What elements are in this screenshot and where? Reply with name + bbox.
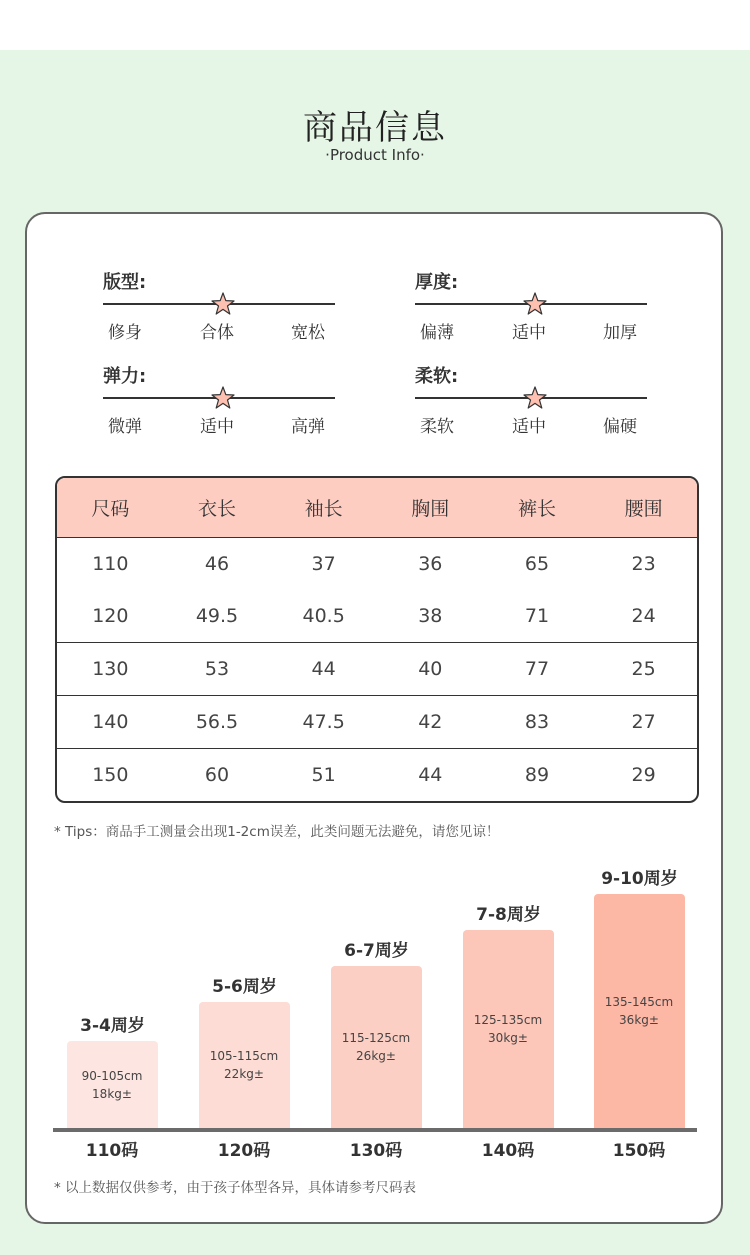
attribute-option: 偏硬 <box>603 417 637 437</box>
page-subtitle: ·Product Info· <box>325 146 425 164</box>
size-guide-age: 5-6周岁 <box>212 977 277 997</box>
table-cell: 38 <box>418 604 443 627</box>
star-marker-icon <box>211 292 235 316</box>
table-row <box>57 538 697 590</box>
attribute-label: 版型: <box>103 272 147 293</box>
table-cell: 40.5 <box>302 604 345 627</box>
table-cell: 29 <box>590 749 697 801</box>
star-marker-icon <box>211 386 235 410</box>
size-guide-size-label: 140码 <box>481 1141 535 1161</box>
table-cell: 46 <box>204 552 230 575</box>
attribute-label: 弹力: <box>103 366 147 387</box>
size-guide-size-label: 110码 <box>85 1141 139 1161</box>
attribute-option: 宽松 <box>291 323 325 343</box>
table-cell: 42 <box>377 695 484 748</box>
star-marker-icon <box>523 292 547 316</box>
table-row <box>57 642 697 695</box>
attribute-option: 适中 <box>512 417 546 437</box>
table-cell: 23 <box>631 552 656 575</box>
table-header-cell: 尺码 <box>57 478 164 538</box>
reference-tip: * 以上数据仅供参考，由于孩子体型各异，具体请参考尺码表 <box>54 1180 417 1196</box>
size-guide-size-label: 120码 <box>217 1141 271 1161</box>
table-cell: 60 <box>164 749 271 801</box>
star-marker-icon <box>523 386 547 410</box>
table-cell: 83 <box>484 695 591 748</box>
attribute-option: 微弹 <box>108 417 142 437</box>
table-cell: 65 <box>524 552 550 575</box>
table-cell: 56.5 <box>164 695 271 748</box>
table-header-row <box>57 478 697 538</box>
table-cell: 49.5 <box>195 604 239 627</box>
table-cell: 24 <box>631 604 656 627</box>
table-cell: 25 <box>590 642 697 695</box>
size-guide-weight: 30kg± <box>488 1031 528 1045</box>
table-cell: 71 <box>524 604 550 627</box>
table-cell: 53 <box>164 642 271 695</box>
table-cell: 44 <box>270 642 377 695</box>
size-guide-age: 3-4周岁 <box>80 1016 145 1036</box>
attribute-option: 适中 <box>200 417 234 437</box>
table-row <box>57 695 697 748</box>
table-cell: 110 <box>92 552 129 575</box>
size-guide-weight: 36kg± <box>619 1013 659 1027</box>
table-cell: 130 <box>57 642 164 695</box>
size-guide-size-label: 130码 <box>349 1141 403 1161</box>
attribute-option: 适中 <box>512 323 546 343</box>
size-guide-age: 7-8周岁 <box>476 905 541 925</box>
size-guide-weight: 26kg± <box>356 1049 396 1063</box>
size-table <box>55 476 699 803</box>
table-cell: 47.5 <box>270 695 377 748</box>
size-guide-age: 6-7周岁 <box>344 941 409 961</box>
table-row <box>57 749 697 801</box>
attribute-option: 合体 <box>200 323 234 343</box>
size-guide-height: 125-135cm <box>473 1013 543 1027</box>
table-cell: 44 <box>377 749 484 801</box>
size-guide-size-label: 150码 <box>612 1141 666 1161</box>
table-cell: 89 <box>484 749 591 801</box>
table-row <box>57 590 697 642</box>
table-header-cell: 胸围 <box>377 478 484 538</box>
size-guide-weight: 22kg± <box>224 1067 264 1081</box>
attribute-option: 柔软 <box>420 417 454 437</box>
size-guide-height: 90-105cm <box>81 1068 143 1083</box>
table-header-cell: 腰围 <box>590 478 697 538</box>
size-guide-height: 115-125cm <box>341 1031 411 1045</box>
attribute-label: 厚度: <box>415 272 459 293</box>
table-cell: 40 <box>377 642 484 695</box>
table-header-cell: 衣长 <box>164 478 271 538</box>
attribute-option: 加厚 <box>603 323 637 343</box>
measurement-tip: * Tips：商品手工测量会出现1-2cm误差，此类问题无法避免，请您见谅！ <box>54 824 500 840</box>
table-cell: 37 <box>311 552 336 575</box>
table-cell: 36 <box>418 552 443 575</box>
table-cell: 140 <box>57 695 164 748</box>
table-body <box>57 538 697 802</box>
attribute-option: 偏薄 <box>420 323 454 343</box>
product-info-card <box>25 212 723 1224</box>
table-cell: 77 <box>484 642 591 695</box>
table-header-cell: 裤长 <box>484 478 591 538</box>
table-header-cell: 袖长 <box>270 478 377 538</box>
table-cell: 120 <box>92 604 129 627</box>
size-guide-weight: 18kg± <box>92 1086 132 1101</box>
page-title: 商品信息 <box>303 108 447 148</box>
table-cell: 51 <box>270 749 377 801</box>
attribute-option: 高弹 <box>291 417 325 437</box>
size-guide-height: 105-115cm <box>209 1049 279 1063</box>
table-cell: 27 <box>590 695 697 748</box>
attribute-label: 柔软: <box>415 366 459 387</box>
attribute-option: 修身 <box>108 323 142 343</box>
size-guide-height: 135-145cm <box>604 995 674 1009</box>
size-guide-age: 9-10周岁 <box>601 869 678 889</box>
table-cell: 150 <box>57 749 164 801</box>
size-guide-baseline <box>53 1128 697 1132</box>
